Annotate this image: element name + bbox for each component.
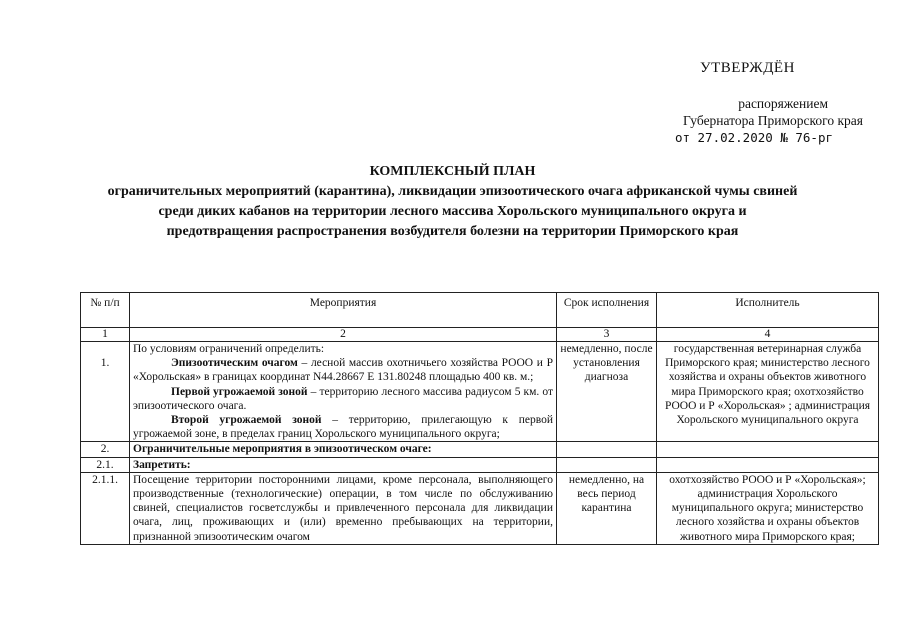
title-line-2: среди диких кабанов на территории лесного массива Хорольского муниципального округа и (158, 204, 747, 219)
table-row (81, 472, 879, 544)
row-deadline: немедленно, после установления диагноза (557, 342, 657, 442)
approval-decree (675, 95, 863, 146)
title-main: КОМПЛЕКСНЫЙ ПЛАН (369, 164, 536, 179)
row-number: 2. (81, 442, 130, 457)
table-row (81, 342, 879, 442)
document-title (0, 162, 905, 242)
empty-cell (557, 442, 657, 457)
title-line-1: ограничительных мероприятий (карантина), ликвидации эпизоотического очага африканской чумы свиней (107, 184, 798, 199)
header-measures: Мероприятия (130, 293, 557, 328)
definition-paragraph (133, 413, 553, 441)
definition-text: – территорию, прилегающую к первой угрожаемой зоне, в пределах границ Хорольского муниципального округа; (133, 414, 553, 441)
header-executor: Исполнитель (657, 293, 879, 328)
empty-cell (657, 442, 879, 457)
definition-term: Второй угрожаемой зоной (171, 414, 322, 427)
section-heading: Запретить: (130, 457, 557, 472)
header-number: № п/п (81, 293, 130, 328)
empty-cell (557, 457, 657, 472)
measures-table (80, 292, 879, 545)
row-number: 1. (81, 342, 130, 442)
definition-paragraph (133, 385, 553, 413)
row-number: 2.1.1. (81, 472, 130, 544)
section-heading: Ограничительные мероприятия в эпизоотическом очаге: (130, 442, 557, 457)
decree-line-2: Губернатора Приморского края (683, 113, 863, 128)
row-measures: Посещение территории посторонними лицами, кроме персонала, выполняющего производственные (технологические) операции, в том числе по обслуживанию свиней, специалистов госветслужбы и привлеченного персонала для ликвидации очага, лиц, проживающих и (или) временно пребывающих на территории, признанной эпизоотическим очагом (130, 472, 557, 544)
column-number: 1 (81, 328, 130, 342)
approval-stamp: УТВЕРЖДЁН (700, 60, 795, 76)
empty-cell (657, 457, 879, 472)
row-executor: государственная ветеринарная служба Приморского края; министерство лесного хозяйства и охраны объектов животного мира Приморского края; охотхозяйство РООО и Р «Хорольская» ; администрация Хорольского муниципального округа (657, 342, 879, 442)
row-executor: охотхозяйство РООО и Р «Хорольская»; администрация Хорольского муниципального округа; министерство лесного хозяйства и охраны объектов животного мира Приморского края; (657, 472, 879, 544)
column-number: 2 (130, 328, 557, 342)
decree-line-1: распоряжением (738, 96, 828, 111)
row-measures (130, 342, 557, 442)
row-intro: По условиям ограничений определить: (133, 343, 325, 355)
column-number: 3 (557, 328, 657, 342)
definition-term: Первой угрожаемой зоной (171, 385, 308, 398)
header-deadline: Срок исполнения (557, 293, 657, 328)
title-line-3: предотвращения распространения возбудителя болезни на территории Приморского края (166, 224, 739, 239)
row-number: 2.1. (81, 457, 130, 472)
row-deadline: немедленно, на весь период карантина (557, 472, 657, 544)
column-number-row (81, 328, 879, 342)
section-row (81, 457, 879, 472)
section-row (81, 442, 879, 457)
definition-text: – лесной массив охотничьего хозяйства РООО и Р «Хорольская» в границах координат N44.28667 E 131.80248 площадью 400 кв. м.; (133, 357, 553, 384)
column-number: 4 (657, 328, 879, 342)
definition-text: – территорию лесного массива радиусом 5 км. от эпизоотического очага. (133, 385, 554, 412)
definition-term: Эпизоотическим очагом (171, 357, 298, 370)
table-header-row (81, 293, 879, 328)
definition-paragraph (133, 356, 553, 384)
decree-date-number: от 27.02.2020 № 76-рг (674, 130, 833, 145)
